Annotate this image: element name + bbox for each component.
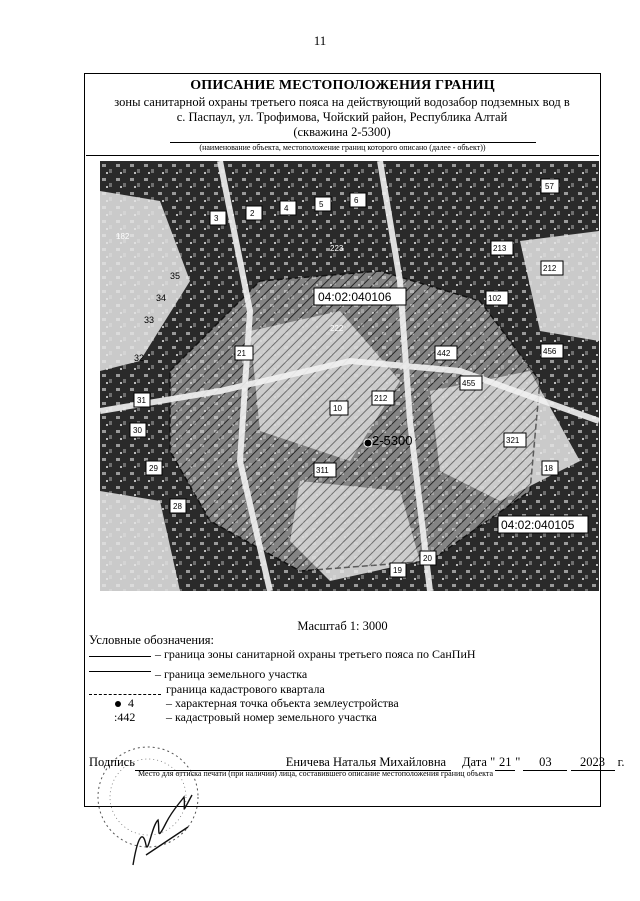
page-number: 11: [313, 33, 327, 48]
parcel-label: 223: [330, 244, 344, 253]
parcel-label: 2: [250, 209, 255, 218]
object-description-line-2: с. Паспаул, ул. Трофимова, Чойский район, Республика Алтай: [176, 110, 508, 124]
map-scale: Масштаб 1: 3000: [297, 619, 388, 633]
legend-title: Условные обозначения:: [89, 633, 215, 647]
date-month: 03: [523, 755, 567, 771]
document-title: ОПИСАНИЕ МЕСТОПОЛОЖЕНИЯ ГРАНИЦ: [190, 78, 495, 93]
well-point: [364, 439, 372, 447]
signer-name: Еничева Наталья Михайловна: [281, 755, 451, 771]
parcel-label: 455: [462, 379, 476, 388]
section-divider: [86, 155, 599, 156]
parcel-label: 4: [284, 204, 289, 213]
date-year: 2023: [571, 755, 615, 771]
parcel-label: 102: [488, 294, 502, 303]
legend-zone-boundary: – граница зоны санитарной охраны третьего пояса по СанПиН: [155, 647, 476, 661]
cadastral-map-image: [100, 161, 599, 591]
quarter-label-north: 04:02:040106: [318, 290, 392, 304]
parcel-label: 442: [437, 349, 451, 358]
parcel-label: 222: [330, 324, 344, 333]
stamp-caption: Место для оттиска печати (при наличии) лица, составившего описание местоположения границ объекта: [138, 769, 494, 778]
point-number-example: 4: [128, 696, 134, 710]
parcel-label: 28: [173, 502, 182, 511]
quarter-boundary-symbol: [89, 694, 161, 695]
legend-cadastral-number: – кадастровый номер земельного участка: [166, 710, 377, 724]
parcel-label: 19: [393, 566, 402, 575]
parcel-label: 311: [316, 466, 329, 475]
date-label: Дата ": [462, 755, 496, 769]
cadastral-number-example: :442: [114, 710, 136, 724]
date-year-suffix: г.: [617, 755, 625, 769]
parcel-label: 456: [543, 347, 557, 356]
parcel-label: 10: [333, 404, 342, 413]
parcel-label: 20: [423, 554, 432, 563]
parcel-label: 213: [493, 244, 507, 253]
parcel-label: 6: [354, 196, 359, 205]
parcel-label: 18: [544, 464, 553, 473]
legend-parcel-boundary: – граница земельного участка: [155, 667, 308, 681]
signature-label: Подпись: [89, 755, 135, 769]
cadastral-map: [100, 161, 599, 591]
parcel-label: 30: [133, 426, 142, 435]
parcel-label: 5: [319, 200, 324, 209]
object-description-line-3: (скважина 2-5300): [293, 125, 391, 139]
date-quote: ": [515, 755, 521, 769]
parcel-label: 29: [149, 464, 158, 473]
parcel-label: 33: [144, 315, 155, 325]
legend-quarter-boundary: граница кадастрового квартала: [166, 682, 325, 696]
legend-characteristic-point: – характерная точка объекта землеустройства: [166, 696, 399, 710]
parcel-label: 212: [374, 394, 388, 403]
object-caption: (наименование объекта, местоположение границ которого описано (далее - объект)): [199, 143, 486, 152]
parcel-label: 57: [545, 182, 554, 191]
well-label: 2-5300: [372, 433, 413, 448]
parcel-label: 32: [134, 353, 145, 363]
object-description: [92, 95, 592, 140]
parcel-label: 182: [116, 232, 130, 241]
parcel-label: 3: [214, 214, 219, 223]
parcel-boundary-symbol: [89, 671, 151, 672]
parcel-label: 31: [137, 396, 146, 405]
parcel-label: 212: [543, 264, 557, 273]
quarter-label-south: 04:02:040105: [501, 518, 575, 532]
zone-boundary-symbol: [89, 656, 151, 657]
object-description-line-1: зоны санитарной охраны третьего пояса на действующий водозабор подземных вод в: [114, 95, 570, 109]
parcel-label: 34: [156, 293, 167, 303]
parcel-label: 35: [170, 271, 181, 281]
parcel-label: 21: [237, 349, 246, 358]
characteristic-point-symbol: [115, 701, 121, 707]
parcel-label: 321: [506, 436, 520, 445]
date-day: 21: [495, 755, 515, 771]
